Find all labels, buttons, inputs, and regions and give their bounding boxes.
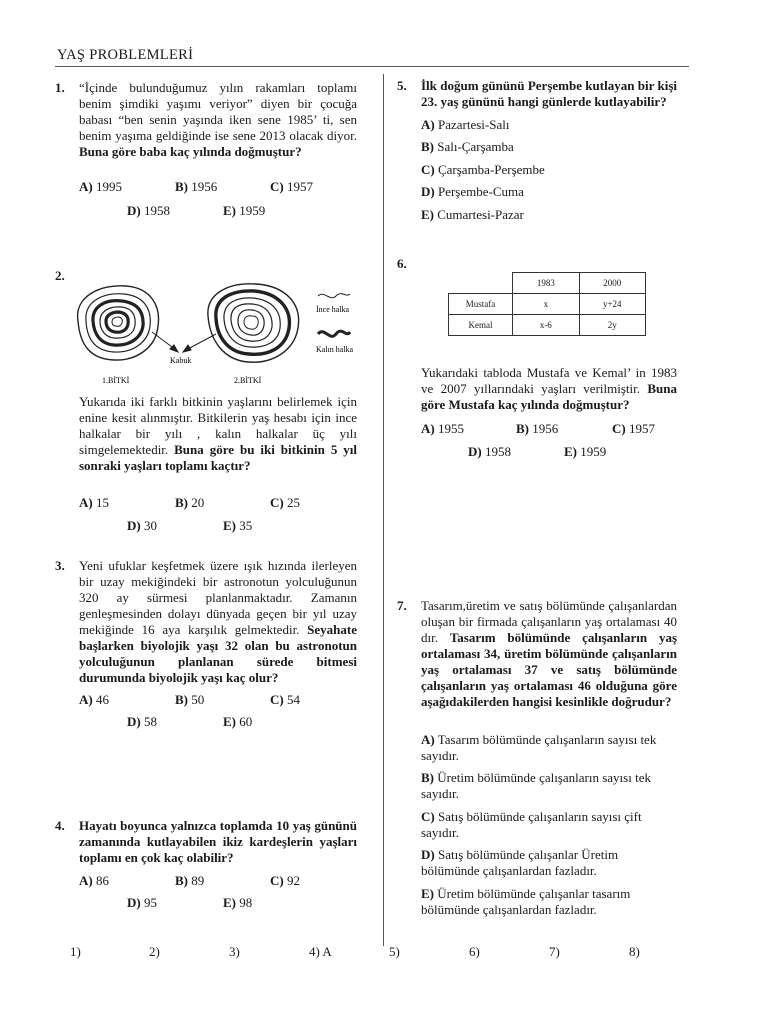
option-e[interactable]: E) 35 — [223, 518, 253, 533]
column-divider — [383, 74, 384, 946]
question-7-prompt: Tasarım bölümünde çalışanların yaş ortalaması 34, üretim bölümünde çalışanların yaş ortalaması 37 ve satış bölümünde çalışanların yaş ortalaması 46 olduğuna göre aşağıdakilerden hangisi kesinlikle doğrudur? — [421, 630, 677, 709]
answer-slot-6: 6) — [469, 944, 480, 959]
thick-ring-legend-icon — [318, 331, 350, 336]
legend-thick-label: Kalın halka — [316, 345, 354, 354]
answer-slot-8: 8) — [629, 944, 640, 959]
question-number: 1. — [55, 80, 65, 95]
question-3-body: Yeni ufuklar keşfetmek üzere ışık hızında ilerleyen bir uzay mekiğindeki bir astronotun yolculuğunun 320 ay sürmesi planlanmaktadır. Zamanın genleşmesinden dolayı dünyada geçen bir yıl uzay mekiğinde 16 aya karşılık gelmektedir. — [79, 558, 357, 637]
option-b[interactable]: B) 50 — [175, 692, 205, 707]
option-e[interactable]: E) Üretim bölümünde çalışanlar tasarım bölümünde çalışanlardan fazladır. — [421, 886, 631, 917]
option-e[interactable]: E) 98 — [223, 895, 253, 910]
plant-2-label: 2.BİTKİ — [234, 376, 262, 385]
answer-slot-5: 5) — [389, 944, 400, 959]
question-2-prompt: Buna göre bu iki bitkinin 5 yıl sonraki yaşları toplamı kaçtır? — [79, 442, 357, 473]
table-row — [449, 315, 646, 336]
tree-rings-figure — [66, 276, 366, 388]
question-7-body: Tasarım,üretim ve satış bölümünde çalışanlardan oluşan bir firmada çalışanların yaş ortalaması 40 dır. — [421, 598, 677, 645]
option-d[interactable]: D) Satış bölümünde çalışanlar Üretim bölümünde çalışanlardan fazladır. — [421, 847, 619, 878]
plant-2-cross-section — [208, 284, 299, 362]
age-table — [448, 272, 646, 336]
question-1-text — [79, 80, 357, 160]
question-2-text — [79, 394, 357, 474]
answer-slot-7: 7) — [549, 944, 560, 959]
option-c[interactable]: C) 54 — [270, 692, 300, 707]
option-e[interactable]: E) 1959 — [223, 203, 266, 218]
option-b[interactable]: B) 89 — [175, 873, 205, 888]
page-title: YAŞ PROBLEMLERİ — [57, 47, 194, 63]
question-number: 6. — [397, 256, 407, 271]
option-b[interactable]: B) 20 — [175, 495, 205, 510]
option-d[interactable]: D) 30 — [127, 518, 157, 533]
question-number: 3. — [55, 558, 65, 573]
table-header: 1983 — [513, 273, 579, 294]
option-b[interactable]: B) 1956 — [516, 421, 559, 436]
option-c[interactable]: C) Satış bölümünde çalışanların sayısı çift sayıdır. — [421, 809, 642, 840]
table-row — [449, 294, 646, 315]
question-6-prompt: Buna göre Mustafa kaç yılında doğmuştur? — [421, 381, 678, 412]
option-d[interactable]: D) 1958 — [468, 444, 511, 459]
question-number: 5. — [397, 78, 407, 93]
header-rule — [55, 66, 689, 67]
option-a[interactable]: A) Tasarım bölümünde çalışanların sayısı tek sayıdır. — [421, 732, 657, 763]
option-b[interactable]: B) 1956 — [175, 179, 218, 194]
option-d[interactable]: D) 95 — [127, 895, 157, 910]
option-e[interactable]: E) 1959 — [564, 444, 607, 459]
answer-slot-2: 2) — [149, 944, 160, 959]
option-c[interactable]: C) 1957 — [270, 179, 313, 194]
question-4-text — [79, 818, 357, 866]
question-4-prompt: Hayatı boyunca yalnızca toplamda 10 yaş gününü zamanında kutlayabilen ikiz kardeşlerin yaşları toplamı en çok kaç olabilir? — [79, 818, 357, 865]
question-5-text — [421, 78, 677, 110]
question-2-body: Yukarıda iki farklı bitkinin yaşlarını belirlemek için enine kesit alınmıştır. Bitkilerin yaş hesabı için ince halkalar bir yılı , kalın halkalar üç yılı simgelemektedir. — [79, 394, 357, 457]
option-a[interactable]: A) 46 — [79, 692, 109, 707]
option-a[interactable]: A) 1995 — [79, 179, 122, 194]
table-cell: x — [513, 294, 579, 315]
option-d[interactable]: D) 1958 — [127, 203, 170, 218]
table-cell: Kemal — [449, 315, 513, 336]
plant-1-label: 1.BİTKİ — [102, 376, 130, 385]
table-cell: x-6 — [513, 315, 579, 336]
option-b[interactable]: B) Üretim bölümünde çalışanların sayısı tek sayıdır. — [421, 770, 651, 801]
legend-thin-label: İnce halka — [316, 305, 350, 314]
option-b[interactable]: B) Salı-Çarşamba — [421, 139, 514, 154]
option-e[interactable]: E) 60 — [223, 714, 253, 729]
question-6-text — [421, 365, 677, 413]
question-6-body: Yukarıdaki tabloda Mustafa ve Kemal’ in 1983 ve 2007 yıllarındaki yaşları verilmiştir. — [421, 365, 677, 396]
answer-slot-1: 1) — [70, 944, 81, 959]
question-5-prompt: İlk doğum gününü Perşembe kutlayan bir kişi 23. yaş gününü hangi günlerde kutlayabilir? — [421, 78, 677, 109]
option-d[interactable]: D) Perşembe-Cuma — [421, 184, 524, 199]
question-number: 4. — [55, 818, 65, 833]
thin-ring-legend-icon — [318, 294, 350, 298]
bark-label: Kabuk — [170, 356, 192, 365]
table-header: 2000 — [579, 273, 645, 294]
question-number: 2. — [55, 268, 65, 283]
option-e[interactable]: E) Cumartesi-Pazar — [421, 207, 524, 222]
plant-1-cross-section — [78, 286, 159, 360]
question-1-prompt: Buna göre baba kaç yılında doğmuştur? — [79, 144, 302, 159]
question-1-body: “İçinde bulunduğumuz yılın rakamları toplamı benim şimdiki yaşımı veriyor” diyen bir çocuğa babası “ben senin yaşında iken sene 1985’ ti, sen benim yaşıma geldiğinde ise sene 2013 olacak diyor. — [79, 80, 357, 143]
option-a[interactable]: A) 15 — [79, 495, 109, 510]
question-3-text — [79, 558, 357, 686]
option-a[interactable]: A) 1955 — [421, 421, 464, 436]
option-c[interactable]: C) 1957 — [612, 421, 655, 436]
option-c[interactable]: C) Çarşamba-Perşembe — [421, 162, 545, 177]
question-3-prompt: Seyahate başlarken biyolojik yaşı 32 olan bu astronotun yolculuğunun planlanan sürede bitmesi durumunda biyolojik yaşı kaç olur? — [79, 622, 358, 685]
answer-slot-4: 4) A — [309, 944, 332, 959]
option-c[interactable]: C) 25 — [270, 495, 300, 510]
option-c[interactable]: C) 92 — [270, 873, 300, 888]
table-cell: y+24 — [579, 294, 645, 315]
option-d[interactable]: D) 58 — [127, 714, 157, 729]
question-7-text — [421, 598, 677, 710]
answer-slot-3: 3) — [229, 944, 240, 959]
question-number: 7. — [397, 598, 407, 613]
bark-arrows — [152, 332, 216, 352]
table-cell: 2y — [579, 315, 645, 336]
table-cell: Mustafa — [449, 294, 513, 315]
option-a[interactable]: A) 86 — [79, 873, 109, 888]
option-a[interactable]: A) Pazartesi-Salı — [421, 117, 510, 132]
